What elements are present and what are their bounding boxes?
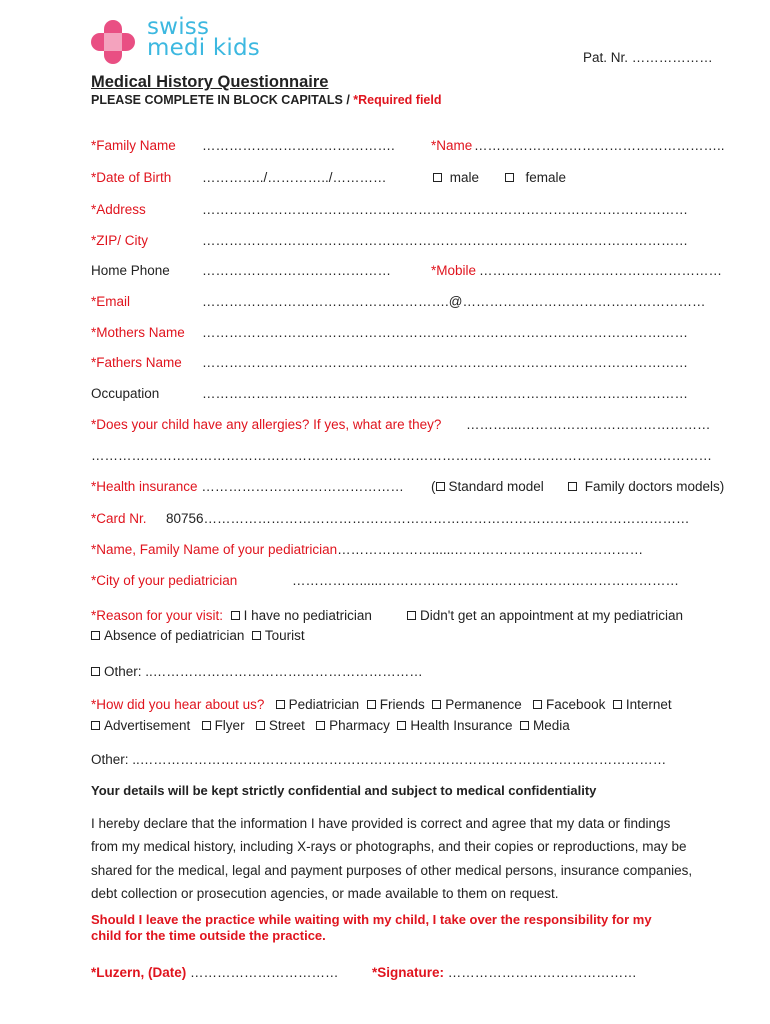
insurance-model-options <box>431 479 544 494</box>
standard-model-label: Standard model <box>448 479 544 494</box>
hear-row-1 <box>91 697 672 712</box>
health-insurance-field[interactable]: ……………………………………… <box>201 479 404 494</box>
hear-option-flyer: Flyer <box>214 718 245 733</box>
occupation-label: Occupation <box>91 386 160 401</box>
mobile-field[interactable]: ……………………………………………… <box>479 263 722 278</box>
checkbox-icon[interactable] <box>407 611 416 620</box>
confidentiality-note: Your details will be kept strictly confidential and subject to medical confidentiality <box>91 783 597 798</box>
zip-city-label: *ZIP/ City <box>91 233 149 248</box>
card-number-label: *Card Nr. <box>91 511 147 526</box>
fathers-name-field[interactable]: ……………………………………………………………………………………………… <box>202 355 688 370</box>
reason-row-1 <box>91 608 372 623</box>
email-label: *Email <box>91 294 131 309</box>
checkbox-icon[interactable] <box>397 721 406 730</box>
hear-option-advertisement: Advertisement <box>104 718 191 733</box>
allergies-field[interactable]: ………....…………………………………… <box>466 417 711 432</box>
logo-line2: medi kids <box>147 35 260 61</box>
checkbox-icon[interactable] <box>91 721 100 730</box>
mobile-label: *Mobile <box>431 263 477 278</box>
fathers-name-label: *Fathers Name <box>91 355 182 370</box>
reason-label: *Reason for your visit: <box>91 608 224 623</box>
allergies-label: *Does your child have any allergies? If yes, what are they? <box>91 417 442 432</box>
pediatrician-city-label: *City of your pediatrician <box>91 573 238 588</box>
checkbox-icon[interactable] <box>256 721 265 730</box>
date-row <box>91 965 339 980</box>
checkbox-icon[interactable] <box>91 667 100 676</box>
responsibility-line: Should I leave the practice while waiting with my child, I take over the responsibility for my <box>91 912 652 927</box>
reason-option-tourist: Tourist <box>264 628 305 643</box>
declaration-line: shared for the medical, legal and payment purposes of other medical persons, insurance companies, <box>91 862 693 878</box>
card-number-field[interactable] <box>166 511 690 526</box>
pediatrician-name-field[interactable]: …………………......…………………………………… <box>337 542 644 557</box>
hear-other-field[interactable]: Other: ..……………………………………………………………………………………………………… <box>91 752 667 767</box>
hear-option-internet: Internet <box>625 697 672 712</box>
email-local-part[interactable]: ……………………………………………….@ <box>202 294 463 309</box>
reason-option-no-pediatrician: I have no pediatrician <box>243 608 372 623</box>
hear-option-facebook: Facebook <box>546 697 606 712</box>
date-field[interactable]: …………………………… <box>190 965 339 980</box>
logo-cross-icon <box>88 17 138 67</box>
mothers-name-label: *Mothers Name <box>91 325 185 340</box>
checkbox-icon[interactable] <box>91 631 100 640</box>
reason-other-field[interactable]: Other: ..…………………………………………………… <box>104 664 423 679</box>
pediatrician-name-row <box>91 542 643 557</box>
email-domain-part[interactable]: ……………………………………………… <box>462 294 706 309</box>
hear-label: *How did you hear about us? <box>91 697 265 712</box>
male-label: male <box>449 170 480 185</box>
checkbox-icon[interactable] <box>520 721 529 730</box>
hear-option-pharmacy: Pharmacy <box>329 718 390 733</box>
family-name-label: *Family Name <box>91 138 176 153</box>
hear-option-media: Media <box>533 718 570 733</box>
declaration-line: I hereby declare that the information I have provided is correct and agree that my data or findings <box>91 816 671 831</box>
checkbox-icon[interactable] <box>533 700 542 709</box>
date-label: *Luzern, (Date) <box>91 965 187 980</box>
occupation-field[interactable]: ……………………………………………………………………………………………… <box>202 386 688 401</box>
declaration-line: debt collection or prosecution agencies, or made available to them on request. <box>91 885 559 901</box>
signature-row <box>372 965 637 980</box>
pediatrician-city-field[interactable]: ……………......………………………………………………………… <box>292 573 680 588</box>
hear-row-2 <box>91 718 570 733</box>
address-label: *Address <box>91 202 146 217</box>
pediatrician-name-label: *Name, Family Name of your pediatrician <box>91 542 338 557</box>
checkbox-icon[interactable] <box>436 482 445 491</box>
male-option[interactable] <box>433 170 479 185</box>
reason-option-no-appointment-label: Didn't get an appointment at my pediatrician <box>420 608 683 623</box>
checkbox-icon[interactable] <box>432 700 441 709</box>
signature-field[interactable]: …………………………………… <box>447 965 637 980</box>
health-insurance-label: *Health insurance <box>91 479 198 494</box>
reason-other[interactable] <box>91 664 423 679</box>
checkbox-icon[interactable] <box>568 482 577 491</box>
email-field[interactable] <box>202 294 705 309</box>
checkbox-icon[interactable] <box>316 721 325 730</box>
checkbox-icon[interactable] <box>613 700 622 709</box>
signature-label: *Signature: <box>372 965 445 980</box>
female-label: female <box>525 170 567 185</box>
checkbox-icon[interactable] <box>505 173 514 182</box>
subtitle-instructions: PLEASE COMPLETE IN BLOCK CAPITALS / <box>91 93 354 107</box>
paren-open: ( <box>431 479 436 494</box>
responsibility-line: child for the time outside the practice. <box>91 928 326 943</box>
family-name-field[interactable]: ……………………………………. <box>202 138 395 153</box>
hear-option-permanence: Permanence <box>445 697 522 712</box>
zip-city-field[interactable]: ……………………………………………………………………………………………… <box>202 233 688 248</box>
hear-option-friends: Friends <box>379 697 425 712</box>
name-field[interactable]: ……………………………………………….. <box>474 138 725 153</box>
hear-option-pediatrician: Pediatrician <box>288 697 360 712</box>
card-number-value: 80756 <box>166 511 204 526</box>
checkbox-icon[interactable] <box>433 173 442 182</box>
required-note: *Required field <box>353 93 442 107</box>
hear-option-health-insurance: Health Insurance <box>410 718 513 733</box>
allergies-field-line2[interactable]: ………………………………………………………………………………………………………………………… <box>91 448 712 463</box>
checkbox-icon[interactable] <box>276 700 285 709</box>
home-phone-field[interactable]: …………………………………… <box>202 263 391 278</box>
declaration-paragraph <box>91 812 692 905</box>
mothers-name-field[interactable]: ……………………………………………………………………………………………… <box>202 325 688 340</box>
family-doctor-option[interactable] <box>568 479 724 494</box>
card-number-dots[interactable]: ……………………………………………………………………………………………… <box>203 511 690 526</box>
reason-row-2 <box>91 628 305 643</box>
patient-number: Pat. Nr. ……………… <box>583 50 713 65</box>
home-phone-label: Home Phone <box>91 263 170 278</box>
declaration-line: from my medical history, including X-rays or photographs, and their copies or reproductions, may be <box>91 839 687 855</box>
checkbox-icon[interactable] <box>202 721 211 730</box>
dob-field[interactable]: …………../…………../………… <box>202 170 387 185</box>
hear-option-street: Street <box>268 718 305 733</box>
page-title: Medical History Questionnaire <box>91 73 329 91</box>
family-doctors-label: Family doctors models) <box>584 479 725 494</box>
female-option[interactable] <box>505 170 566 185</box>
page-subtitle <box>91 93 442 107</box>
address-field[interactable]: ……………………………………………………………………………………………… <box>202 202 688 217</box>
checkbox-icon[interactable] <box>252 631 261 640</box>
logo-line1: swiss <box>147 14 210 40</box>
checkbox-icon[interactable] <box>367 700 376 709</box>
dob-label: *Date of Birth <box>91 170 172 185</box>
name-label: *Name <box>431 138 473 153</box>
health-insurance-row <box>91 479 404 494</box>
reason-option-absence: Absence of pediatrician <box>104 628 245 643</box>
responsibility-note <box>91 912 652 944</box>
checkbox-icon[interactable] <box>231 611 240 620</box>
reason-option-no-appointment[interactable] <box>407 608 683 623</box>
